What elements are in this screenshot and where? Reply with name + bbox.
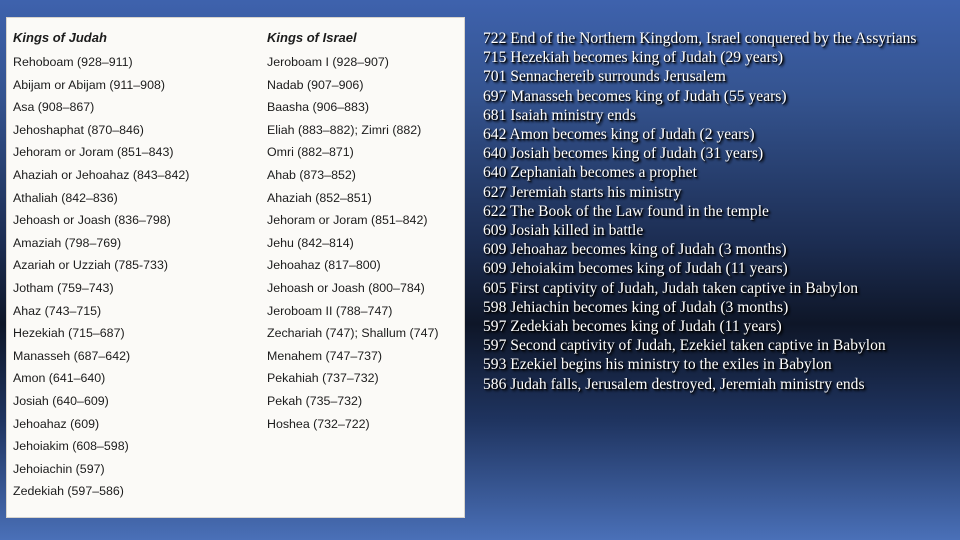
judah-king-row: Amon (641–640) bbox=[13, 371, 106, 386]
israel-king-row: Nadab (907–906) bbox=[267, 77, 364, 92]
kings-of-judah-column bbox=[13, 29, 253, 503]
kings-of-israel-heading: Kings of Israel bbox=[267, 30, 357, 45]
kings-table-image bbox=[6, 17, 465, 518]
israel-king-row: Pekah (735–732) bbox=[267, 393, 363, 408]
judah-king-row: Asa (908–867) bbox=[13, 100, 95, 115]
israel-king-row: Jehoash or Joash (800–784) bbox=[267, 280, 425, 295]
israel-king-row: Omri (882–871) bbox=[267, 145, 354, 160]
timeline-event: 722 End of the Northern Kingdom, Israel conquered by the Assyrians bbox=[483, 30, 917, 47]
judah-king-row: Jehoiakim (608–598) bbox=[13, 439, 129, 454]
israel-king-row: Baasha (906–883) bbox=[267, 100, 369, 115]
israel-king-row: Jehoram or Joram (851–842) bbox=[267, 213, 428, 228]
judah-king-row: Athaliah (842–836) bbox=[13, 190, 118, 205]
timeline-event: 627 Jeremiah starts his ministry bbox=[483, 183, 682, 201]
kings-of-israel-column bbox=[267, 29, 462, 435]
judah-king-row: Jehoash or Joash (836–798) bbox=[13, 213, 171, 228]
israel-king-row: Pekahiah (737–732) bbox=[267, 371, 379, 386]
timeline-event: 609 Jehoiakim becomes king of Judah (11 years) bbox=[483, 260, 788, 278]
timeline-event: 609 Josiah killed in battle bbox=[483, 222, 644, 240]
judah-king-row: Jehoahaz (609) bbox=[13, 416, 100, 431]
israel-king-row: Zechariah (747); Shallum (747) bbox=[267, 326, 439, 341]
timeline-event: 715 Hezekiah becomes king of Judah (29 years) bbox=[483, 49, 784, 67]
judah-king-row: Josiah (640–609) bbox=[13, 393, 109, 408]
timeline-event: 701 Sennachereib surrounds Jerusalem bbox=[483, 68, 726, 86]
timeline-event: 597 Zedekiah becomes king of Judah (11 years) bbox=[483, 318, 782, 336]
israel-king-row: Menahem (747–737) bbox=[267, 348, 383, 363]
timeline-event: 681 Isaiah ministry ends bbox=[483, 106, 636, 124]
timeline-event: 598 Jehiachin becomes king of Judah (3 months) bbox=[483, 298, 789, 316]
timeline-event: 605 First captivity of Judah, Judah taken captive in Babylon bbox=[483, 279, 859, 297]
judah-king-row: Amaziah (798–769) bbox=[13, 235, 122, 250]
israel-king-row: Jeroboam II (788–747) bbox=[267, 303, 393, 318]
timeline-list bbox=[483, 29, 953, 394]
judah-king-row: Jehoiachin (597) bbox=[13, 461, 105, 476]
judah-king-row: Zedekiah (597–586) bbox=[13, 484, 124, 499]
timeline-event: 593 Ezekiel begins his ministry to the exiles in Babylon bbox=[483, 356, 832, 374]
timeline-event: 642 Amon becomes king of Judah (2 years) bbox=[483, 126, 755, 144]
timeline-event: 586 Judah falls, Jerusalem destroyed, Jeremiah ministry ends bbox=[483, 375, 865, 393]
judah-king-row: Jehoshaphat (870–846) bbox=[13, 122, 144, 137]
israel-king-row: Jehoahaz (817–800) bbox=[267, 258, 381, 273]
israel-king-row: Eliah (883–882); Zimri (882) bbox=[267, 122, 422, 137]
israel-king-row: Ahaziah (852–851) bbox=[267, 190, 372, 205]
timeline-event: 640 Zephaniah becomes a prophet bbox=[483, 164, 697, 182]
judah-king-row: Hezekiah (715–687) bbox=[13, 326, 125, 341]
timeline-event: 622 The Book of the Law found in the temple bbox=[483, 202, 769, 220]
timeline-event: 697 Manasseh becomes king of Judah (55 years) bbox=[483, 87, 787, 105]
judah-king-row: Azariah or Uzziah (785-733) bbox=[13, 258, 168, 273]
israel-king-row: Ahab (873–852) bbox=[267, 167, 356, 182]
judah-king-row: Jotham (759–743) bbox=[13, 280, 114, 295]
judah-king-row: Manasseh (687–642) bbox=[13, 348, 131, 363]
judah-king-row: Rehoboam (928–911) bbox=[13, 55, 133, 69]
timeline-event: 597 Second captivity of Judah, Ezekiel taken captive in Babylon bbox=[483, 337, 886, 355]
timeline-event: 640 Josiah becomes king of Judah (31 years) bbox=[483, 145, 764, 163]
israel-king-row: Jehu (842–814) bbox=[267, 235, 354, 250]
judah-king-row: Ahaziah or Jehoahaz (843–842) bbox=[13, 167, 190, 182]
timeline-event: 609 Jehoahaz becomes king of Judah (3 months) bbox=[483, 241, 787, 259]
israel-king-row: Hoshea (732–722) bbox=[267, 416, 370, 431]
kings-of-judah-heading: Kings of Judah bbox=[13, 30, 107, 45]
judah-king-row: Ahaz (743–715) bbox=[13, 303, 102, 318]
judah-king-row: Jehoram or Joram (851–843) bbox=[13, 145, 174, 160]
judah-king-row: Abijam or Abijam (911–908) bbox=[13, 77, 165, 92]
israel-king-row: Jeroboam I (928–907) bbox=[267, 55, 389, 69]
